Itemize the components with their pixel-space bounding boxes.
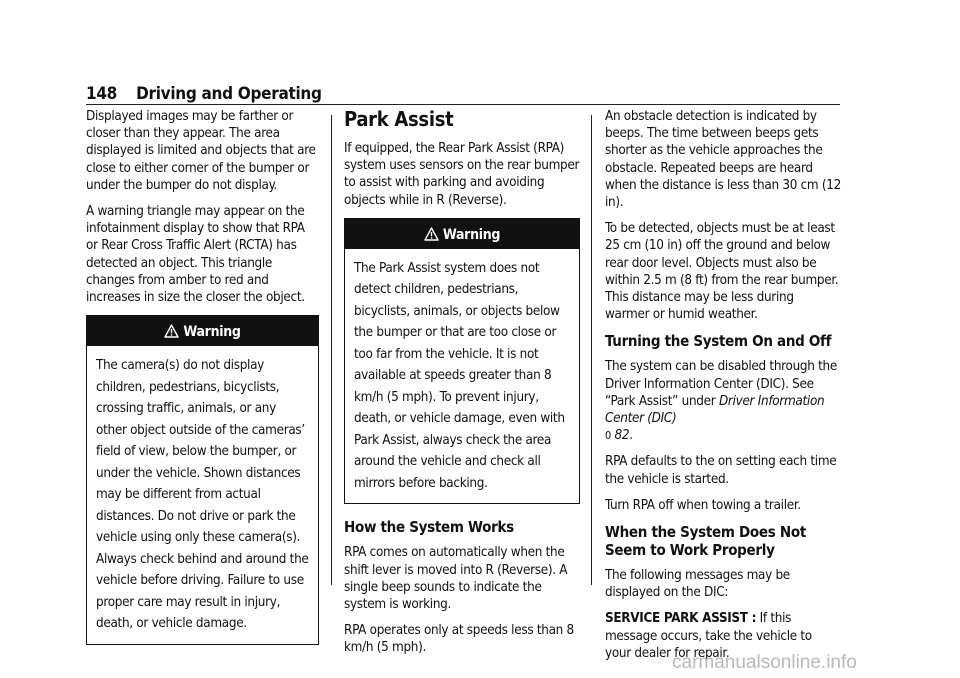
warning-title: Warning <box>442 226 501 243</box>
column-3 <box>605 108 841 671</box>
header-rule <box>86 104 840 105</box>
page-reference[interactable]: 82 <box>614 428 630 444</box>
warning-text: The Park Assist system does not detect children, pedestrians, bicyclists, animals, or objects below the bumper or that are too close or too far from the vehicle. It is not available at speeds greater than 8 km/h (5 mph). To prevent injury, death, or vehicle damage, even with Park Assist, always check the area around the vehicle and check all mirrors before backing. <box>354 260 565 491</box>
message-label: SERVICE PARK ASSIST : <box>605 611 757 627</box>
page-ref-arrow-icon: 0 <box>605 429 611 443</box>
warning-header <box>345 219 579 249</box>
cross-reference-link[interactable]: Driver Information Center (DIC) <box>605 393 825 427</box>
paragraph: An obstacle detection is indicated by beeps. The time between beeps gets shorter as the vehicle approaches the obstacle. Repeated beeps are heard when the distance is less than 30 cm (12 in). <box>605 109 841 211</box>
warning-triangle-icon <box>164 318 179 350</box>
paragraph: RPA defaults to the on setting each time the vehicle is started. <box>605 454 837 487</box>
paragraph: Displayed images may be farther or closer than they appear. The area displayed is limited and objects that are close to either corner of the bumper or under the bumper do not display. <box>86 109 316 193</box>
column-1 <box>86 108 319 659</box>
subheading: How the System Works <box>344 518 514 537</box>
paragraph: A warning triangle may appear on the infotainment display to show that RPA or Rear Cross Traffic Alert (RCTA) has detected an object. This triangle changes from amber to red and increases in size the closer the object. <box>86 204 305 306</box>
text-run: The system can be disabled through the Driver Information Center (DIC). See “Park Assist” under <box>605 359 838 409</box>
column-divider-2 <box>591 115 592 585</box>
warning-box <box>86 315 319 645</box>
warning-box <box>344 218 580 505</box>
warning-text: The camera(s) do not display children, pedestrians, bicyclists, crossing traffic, animals, or any other object outside of the cameras’ field of view, below the bumper, or under the vehicle. Shown distances may be different from actual distances. Do not drive or park the vehicle using only these camera(s). Always check behind and around the vehicle before driving. Failure to use proper care may result in injury, death, or vehicle damage. <box>96 358 309 632</box>
warning-triangle-icon <box>424 221 439 253</box>
subheading: Turning the System On and Off <box>605 332 832 351</box>
paragraph <box>605 358 841 444</box>
warning-title: Warning <box>183 324 241 341</box>
section-title: Driving and Operating <box>136 84 322 104</box>
subheading: When the System Does Not Seem to Work Properly <box>605 523 806 560</box>
paragraph: If equipped, the Rear Park Assist (RPA) system uses sensors on the rear bumper to assist with parking and avoiding objects while in R (Reverse). <box>344 141 580 208</box>
section-heading: Park Assist <box>344 107 454 131</box>
paragraph: Turn RPA off when towing a trailer. <box>605 497 801 513</box>
paragraph: The following messages may be displayed on the DIC: <box>605 568 790 601</box>
page-number: 148 <box>86 84 118 104</box>
paragraph: To be detected, objects must be at least 25 cm (10 in) off the ground and below rear door level. Objects must also be within 2.5 m (8 ft) from the rear bumper. This distance may be less during warmer or humid weather. <box>605 221 839 323</box>
watermark: carmanualsonline.info <box>672 652 857 673</box>
text-run: . <box>629 428 633 444</box>
column-2 <box>344 108 580 666</box>
page-header <box>86 84 322 104</box>
paragraph: RPA comes on automatically when the shift lever is moved into R (Reverse). A single beep sounds to indicate the system is working. <box>344 545 568 612</box>
warning-header <box>87 316 318 346</box>
paragraph: RPA operates only at speeds less than 8 km/h (5 mph). <box>344 623 574 656</box>
text-run: If this message occurs, take the vehicle to your dealer for repair. <box>605 611 812 661</box>
column-divider-1 <box>331 115 332 585</box>
